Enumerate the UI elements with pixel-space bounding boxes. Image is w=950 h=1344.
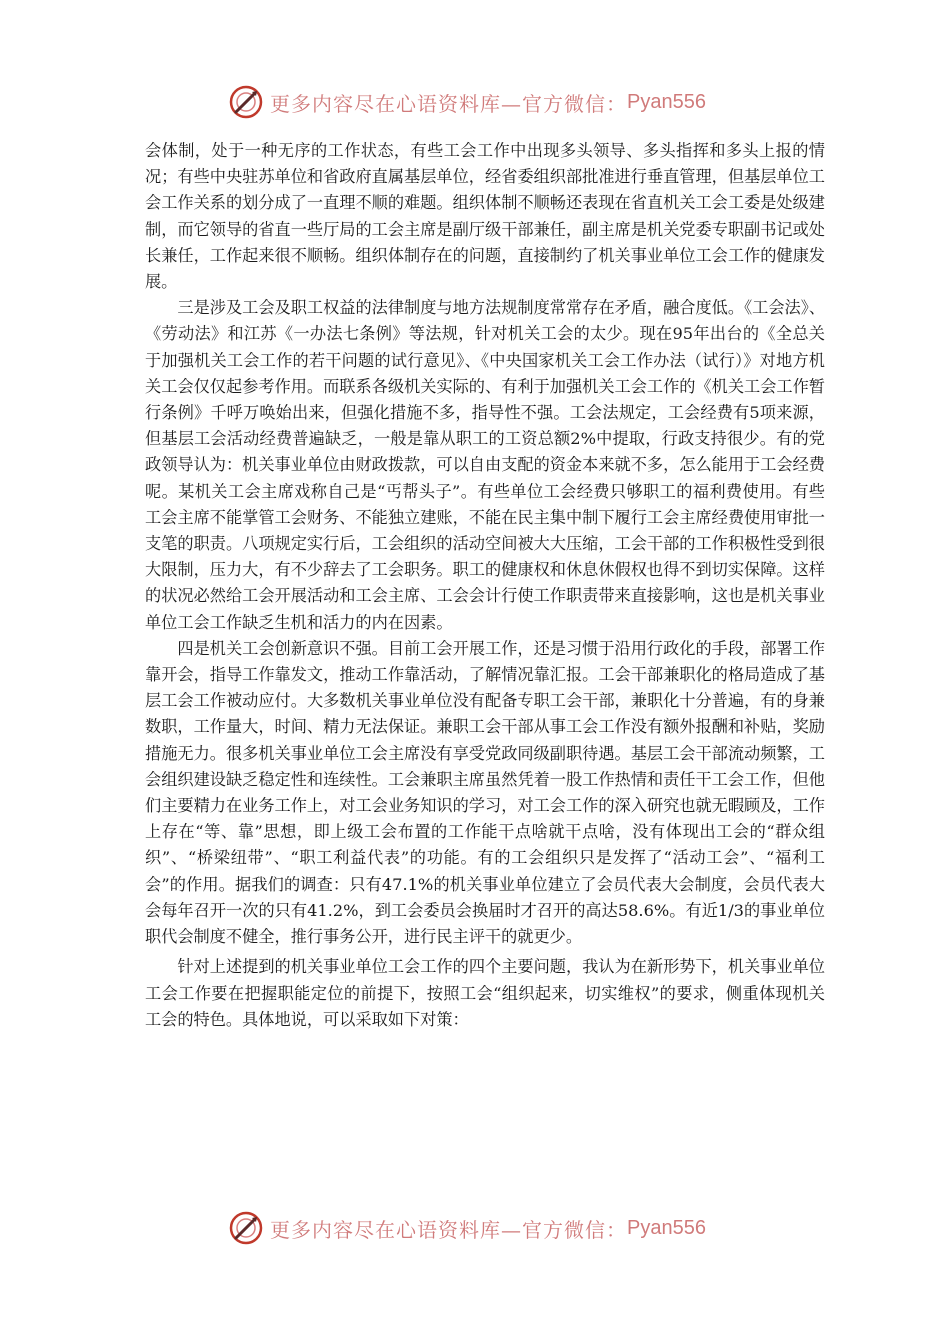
paragraph: 会体制，处于一种无序的工作状态，有些工会工作中出现多头领导、多头指挥和多头上报的情况；有些中央驻苏单位和省政府直属基层单位，经省委组织部批准进行垂直管理，但基层单位工会工作关系的划分成了一直理不顺的难题。组织体制不顺畅还表现在省直机关工会工委是处级建制，而它领导的省直一些厅局的工会主席是副厅级干部兼任，副主席是机关党委专职副书记或处长兼任，工作起来很不顺畅。组织体制存在的问题，直接制约了机关事业单位工会工作的健康发展。 [145, 141, 825, 292]
header-banner [228, 82, 748, 122]
banner-text: 更多内容尽在心语资料库—官方微信： [270, 91, 627, 116]
article-body [145, 138, 825, 1033]
paragraph: 针对上述提到的机关事业单位工会工作的四个主要问题，我认为在新形势下，机关事业单位工会工作要在把握职能定位的前提下，按照工会“组织起来，切实维权”的要求，侧重体现机关工会的特色。具体地说，可以采取如下对策： [145, 957, 825, 1029]
wechat-id: Pyan556 [627, 1216, 706, 1239]
paragraph: 三是涉及工会及职工权益的法律制度与地方法规制度常常存在矛盾，融合度低。《工会法》、《劳动法》和江苏《一办法七条例》等法规，针对机关工会的太少。现在95年出台的《全总关于加强机关工会工作的若干问题的试行意见》、《中央国家机关工会工作办法（试行）》对地方机关工会仅仅起参考作用。而联系各级机关实际的、有利于加强机关工会工作的《机关工会工作暂行条例》千呼万唤始出来，但强化措施不多，指导性不强。工会法规定，工会经费有5项来源，但基层工会活动经费普遍缺乏，一般是靠从职工的工资总额2%中提取，行政支持很少。有的党政领导认为：机关事业单位由财政拨款，可以自由支配的资金本来就不多，怎么能用于工会经费呢。某机关工会主席戏称自己是“丐帮头子”。有些单位工会经费只够职工的福利费使用。有些工会主席不能掌管工会财务、不能独立建账，不能在民主集中制下履行工会主席经费使用审批一支笔的职责。八项规定实行后，工会组织的活动空间被大大压缩，工会干部的工作积极性受到很大限制，压力大，有不少辞去了工会职务。职工的健康权和休息休假权也得不到切实保障。这样的状况必然给工会开展活动和工会主席、工会会计行使工作职责带来直接影响，这也是机关事业单位工会工作缺乏生机和活力的内在因素。 [145, 298, 825, 632]
brand-logo-icon [228, 1210, 264, 1246]
wechat-id: Pyan556 [627, 90, 706, 113]
footer-banner [228, 1208, 748, 1248]
banner-text: 更多内容尽在心语资料库—官方微信： [270, 1217, 627, 1242]
brand-logo-icon [228, 84, 264, 120]
paragraph: 四是机关工会创新意识不强。目前工会开展工作，还是习惯于沿用行政化的手段，部署工作靠开会，指导工作靠发文，推动工作靠活动，了解情况靠汇报。工会干部兼职化的格局造成了基层工会工作被动应付。大多数机关事业单位没有配备专职工会干部，兼职化十分普遍，有的身兼数职，工作量大，时间、精力无法保证。兼职工会干部从事工会工作没有额外报酬和补贴，奖励措施无力。很多机关事业单位工会主席没有享受党政同级副职待遇。基层工会干部流动频繁，工会组织建设缺乏稳定性和连续性。工会兼职主席虽然凭着一股工作热情和责任干工会工作，但他们主要精力在业务工作上，对工会业务知识的学习，对工会工作的深入研究也就无暇顾及，工作上存在“等、靠”思想，即上级工会布置的工作能干点啥就干点啥，没有体现出工会的“群众组织”、“桥梁纽带”、“职工利益代表”的功能。有的工会组织只是发挥了“活动工会”、“福利工会”的作用。据我们的调查：只有47.1%的机关事业单位建立了会员代表大会制度，会员代表大会每年召开一次的只有41.2%，到工会委员会换届时才召开的高达58.6%。有近1/3的事业单位职代会制度不健全，推行事务公开，进行民主评干的就更少。 [145, 638, 825, 947]
